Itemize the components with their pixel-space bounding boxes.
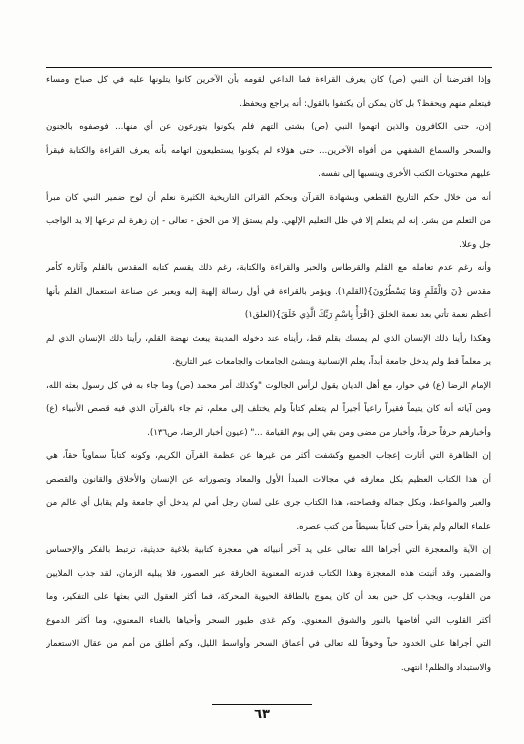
text-line: ومن آياته أنه كان يتيماً فقيراً راعياً أجيراً لم يتعلم كتاباً ولم يختلف إلى معلم، ثم جاء بالقرآن الذي فيه قصص الأنبياء (ع) [46,404,491,414]
text-line: والضمير، وقد أثبتت هذه المعجزة وهذا الكتاب قدرته المعنوية الخارقة عبر العصور، فلا يبليه الزمان، لقد جذب الملايين [46,568,491,579]
text-line: وأخبارهم حرفاً حرفاً، وأخبار من مضى ومن بقي إلى يوم القيامة ..." (عيون أخبار الرضا، ص١٣٦). [147,427,491,438]
text-line: من التعلم من بشر. إنه لم يتعلم إلا في ظل التعليم الإلهي. ولم يستق إلا من الحق - تعالى - إن زهرة لم ترعها إلا يد الواجب [46,216,491,226]
text-line: فيتعلم منهم ويحفظ؟ بل كان يمكن أن يكتفوا بالقول: أنه يراجع ويحفظ. [239,98,491,109]
paragraph [46,257,491,328]
text-line: وهكذا رأينا ذلك الإنسان الذي لم يمسك بقلم قط، رأيناه عند دخوله المدينة يبعث نهضة القلم، رأينا ذلك الإنسان الذي لم [46,333,491,344]
paragraph [46,116,491,187]
page-number: ٦٣ [254,707,270,722]
text-line: علماء العالم ولم يقرأ حتى كتاباً بسيطاً من كتب عصره. [296,521,491,532]
text-line: جل وعلا. [459,239,491,250]
text-line: والعبر والمواعظ، وبكل جماله وفصاحته، هذا الكتاب جرى على لسان رجل أمي لم يدخل أي جامعة ولم يقابل أي عالم من [46,498,491,508]
text-line: إن الآية والمعجزة التي أجراها الله تعالى على يد آخر أنبيائه هي معجزة كتابية بلاغية حديثية، ترتبط بالفكر والإحساس [46,545,491,555]
text-line: وأنه رغم عدم تعامله مع القلم والقرطاس والحبر والقراءة والكتابة، رغم ذلك يقسم كتابه المقدس بالقلم وآثاره كأمر [46,263,491,273]
paragraph [46,187,491,258]
text-line: مقدس {نٓ وَالْقَلَمِ وَمَا يَسْطُرُونَ}(القلم١). ويؤمر بالقراءة في أول رسالة إلهية إليه ويعبر عن صناعة استعمال القلم بأنها [46,286,491,297]
paragraph [46,69,491,116]
paragraph [46,539,491,680]
text-line: عليهم محتويات الكتب الأخرى وينسبها إلى نفسه. [318,169,491,179]
text-line: من القلوب، ويجذب كل حين بعد أن كان يموج بالطاقة الحيوية المحركة، فما أكثر العقول التي بعثها على التفكير، وما [46,592,491,602]
text-line: والاستبداد والظلم! انتهى. [400,662,491,673]
text-line: أعظم نعمة تأتي بعد نعمة الخلق {اقْرَأْ بِاسْمِ رَبِّكَ الَّذِي خَلَقَ}(العلق١) [244,310,491,320]
text-line: الإمام الرضا (ع) في حوار، مع أهل الديان يقول لرأس الجالوت "وكذلك أمر محمد (ص) وما جاء به في كل رسول بعثه الله، [46,380,491,391]
text-line: أن هذا الكتاب العظيم بكل معارفه في مجالات المبدأ الأول والمعاد وتصوراته عن الإنسان والأخلاق والقانون والقصص [46,474,491,485]
text-line: التي أجراها على الخدود حباً وخوفاً لله تعالى في أعماق السحر وأواسط الليل، وكم أطلق من أمم من عقال الاستعمار [46,639,491,649]
text-line: إذن، حتى الكافرون والذين اتهموا النبي (ص) بشتى التهم فلم يكونوا يتورعون عن أي منها... فوصفوه بالجنون [46,122,491,132]
text-line: إن الظاهرة التي أثارت إعجاب الجميع وكشفت أكثر من غيرها عن عظمة القرآن الكريم، وكونه كتاباً سماوياً حقاً، هي [46,451,491,461]
paragraph [46,375,491,446]
footer-rule [212,704,312,705]
header-rule [46,67,492,68]
text-line: أكثر القلوب التي أفاضها بالنور والشوق المعنوي. وكم غذى طيور السحر وأحياها بالغناء المعنوي، وما أكثر الدموع [46,615,491,626]
text-line: وإذا افترضنا أن النبي (ص) كان يعرف القراءة فما الداعي لقومه بأن الآخرين كانوا يتلونها عليه في كل صباح ومساء [46,75,491,85]
text-line: والسحر والسماع الشفهي من أفواه الآخرين... حتى هؤلاء لم يكونوا يستطيعون اتهامه بأنه يعرف القراءة والكتابة فيقرأ [46,145,491,156]
paragraph [46,328,491,375]
text-line: ير معلماً قط ولم يدخل جامعة أبداً، يعلم الإنسانية وينشئ الجامعات والجامعات عبر التاريخ. [172,357,491,367]
paragraph [46,445,491,539]
text-line: أنه من خلال حكم التاريخ القطعي وبشهادة القرآن وبحكم القرائن التاريخية الكثيرة نعلم أن لوح ضمير النبي كان مبرأ [46,192,491,203]
body-text [46,69,491,680]
